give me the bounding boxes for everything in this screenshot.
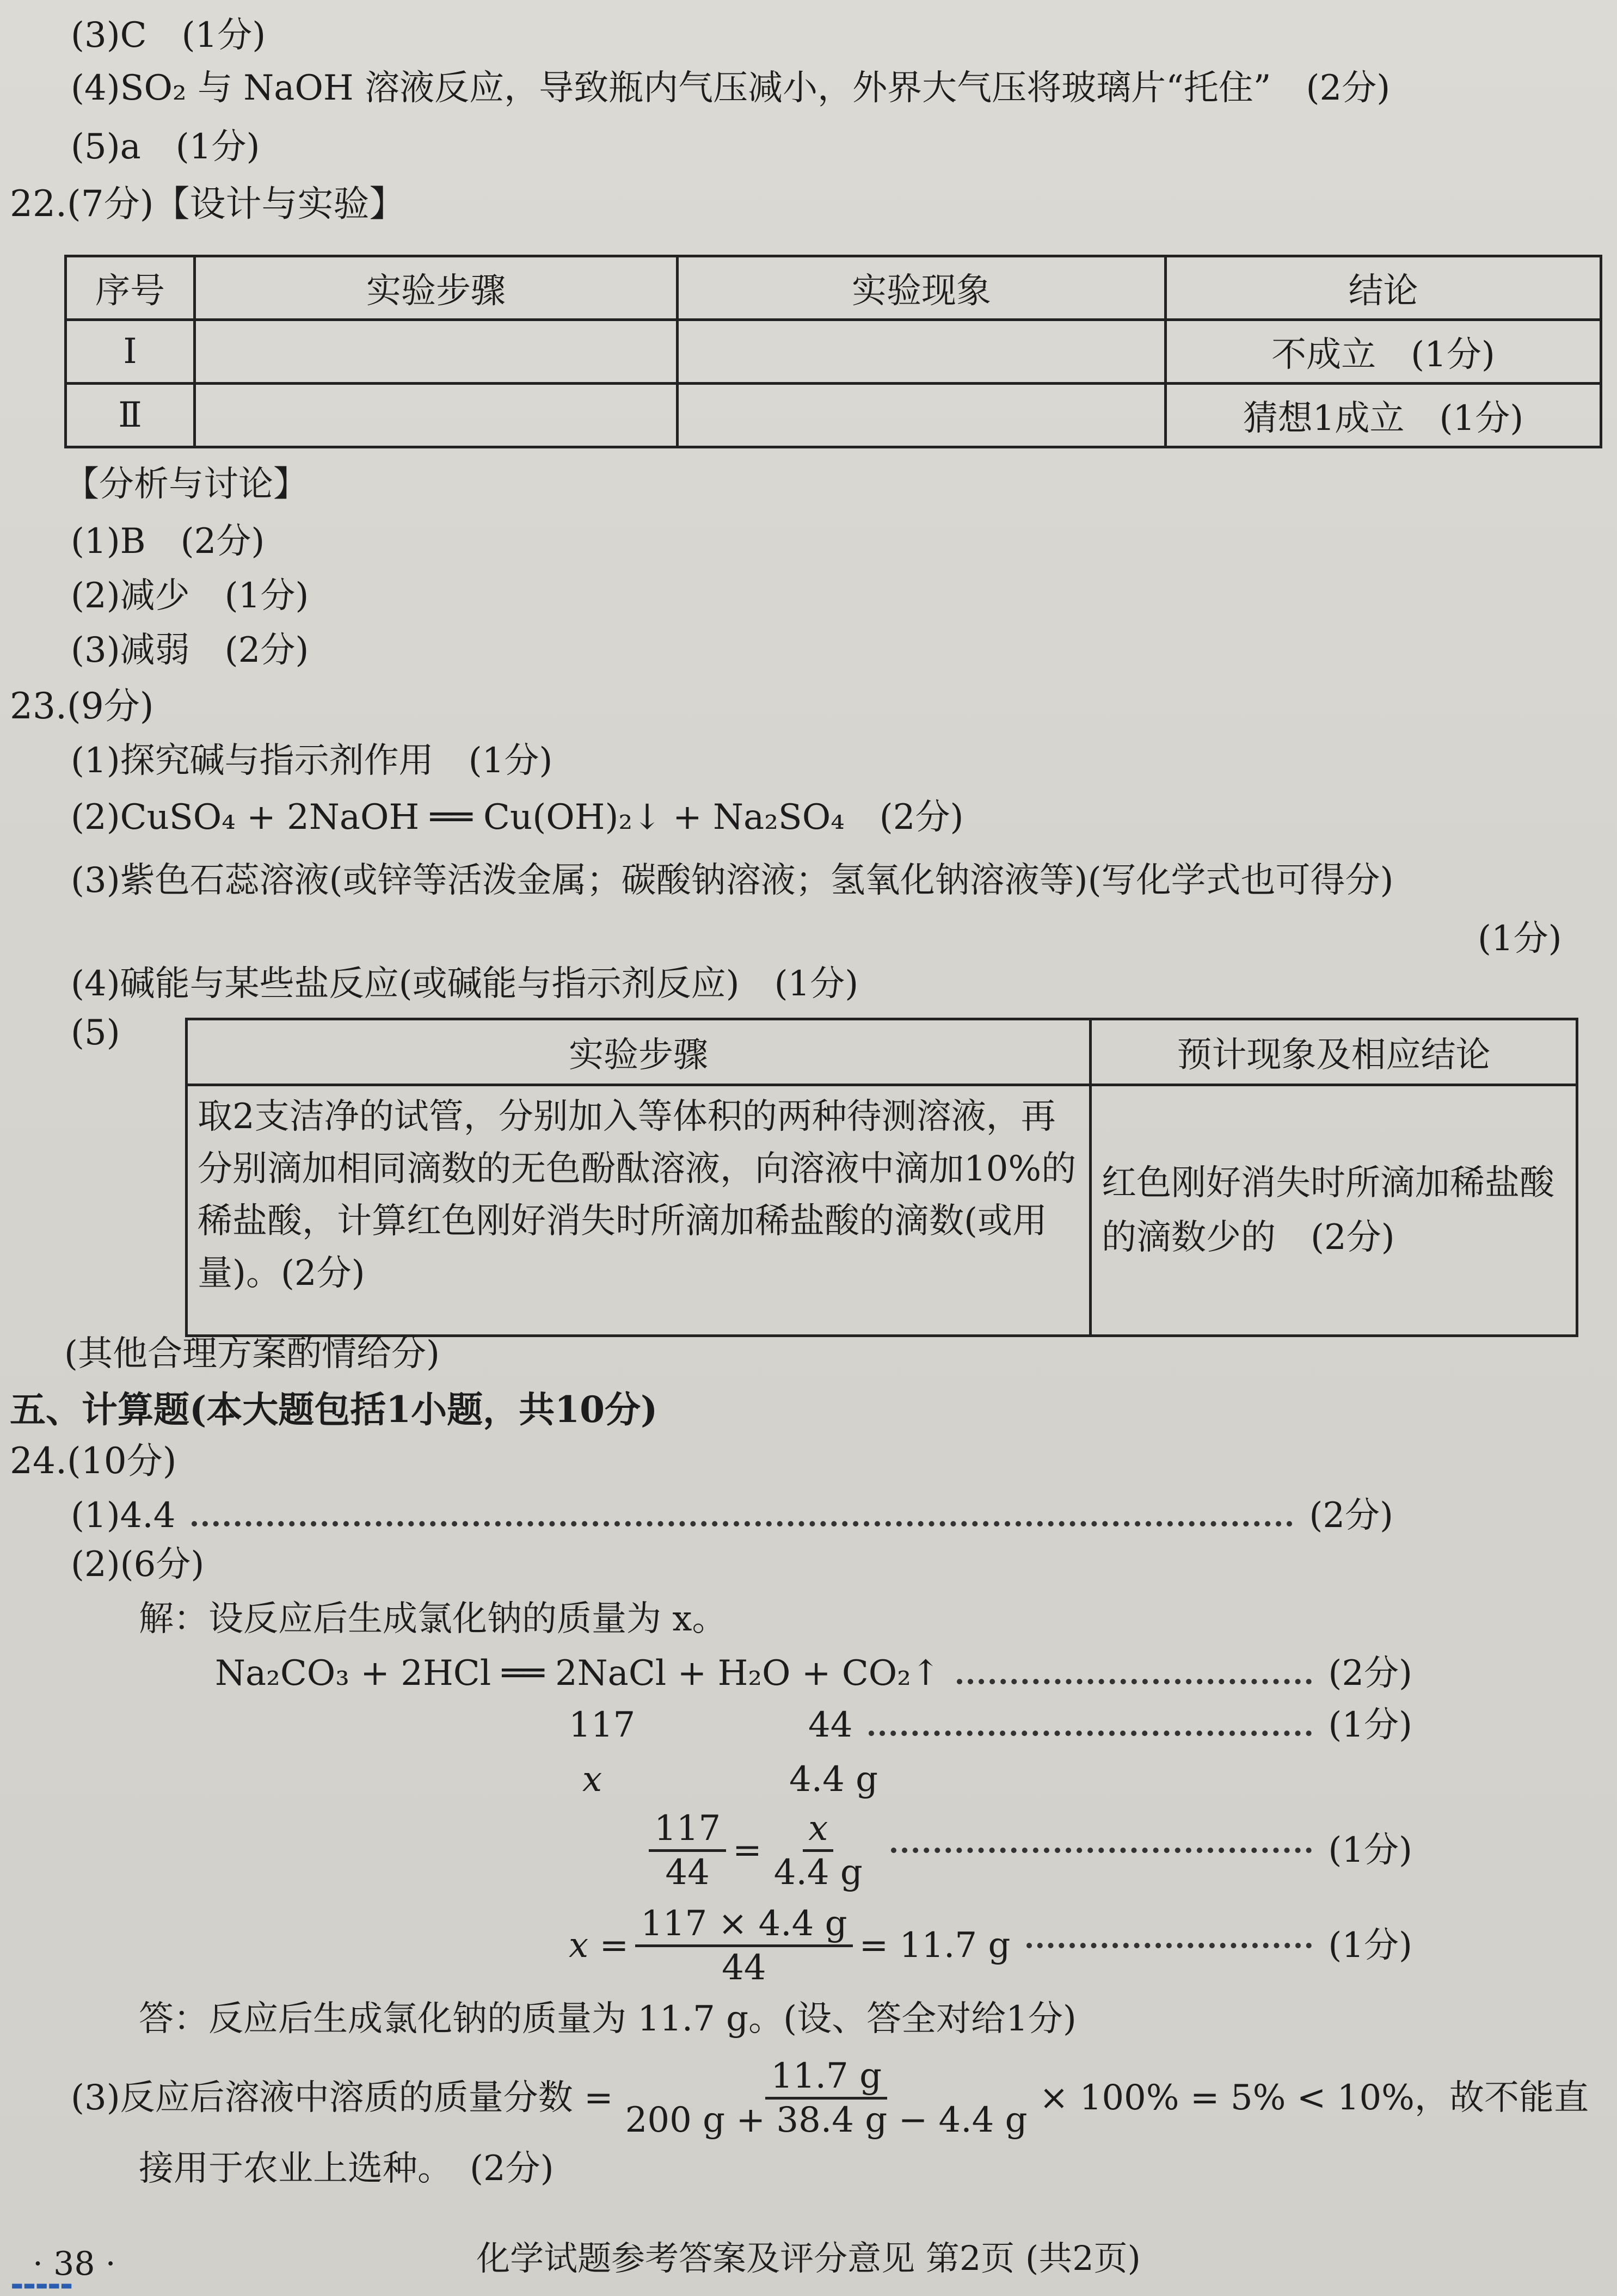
q22-answer-3: (3)减弱 (2分) [71,630,309,670]
table-row [187,1085,1577,1336]
q24-mass-117: 117 [569,1705,636,1745]
header-cell: 实验步骤 [195,256,678,320]
q24-part1-answer: (1)4.4 [71,1495,176,1536]
q24-calc-row [569,1899,1412,1992]
page-footer: 化学试题参考答案及评分意见 第2页 (共2页) [476,2238,1141,2278]
fraction-numerator: 117 × 4.4 g [635,1903,853,1947]
header-cell: 实验步骤 [187,1019,1091,1085]
q24-solve: 解：设反应后生成氯化钠的质量为 x。 [139,1599,727,1639]
q24-equation-row [215,1652,1412,1695]
q24-part3-left: (3)反应后溶液中溶质的质量分数 = [71,2078,613,2118]
q24-part3-row [71,2052,1589,2144]
q24-equation: Na₂CO₃ + 2HCl ══ 2NaCl + H₂O + CO₂↑ [215,1653,940,1694]
q24-var-x: x [582,1759,602,1800]
q24-heading: 24.(10分) [10,1440,177,1482]
fraction-calc [635,1903,853,1989]
q24-answer: 答：反应后生成氯化钠的质量为 11.7 g。(设、答全对给1分) [139,1999,1077,2039]
q23-line5-label: (5) [71,1013,120,1053]
q21-line3: (3)C (1分) [71,15,266,56]
table-row [66,384,1601,447]
fraction-denominator: 44 [722,1947,766,1988]
q24-mass-44: 44 [808,1705,853,1745]
table-row [66,320,1601,384]
leader-dots [869,1731,1312,1736]
leader-dots [1026,1943,1312,1948]
q23-line4: (4)碱能与某些盐反应(或碱能与指示剂反应) (1分) [71,964,859,1004]
q24-calc-result: = 11.7 g [859,1925,1011,1966]
q22-answer-2: (2)减少 (1分) [71,576,309,616]
q21-line5: (5)a (1分) [71,127,260,167]
q24-ratio-score: (1分) [1328,1705,1412,1745]
row-step [195,320,678,384]
row-phenomenon [678,384,1166,447]
q24-equation-score: (2分) [1328,1653,1412,1694]
q24-part2: (2)(6分) [71,1544,205,1585]
q23-line2: (2)CuSO₄ + 2NaOH ══ Cu(OH)₂↓ + Na₂SO₄ (2分) [71,797,964,838]
leader-dots [192,1521,1293,1526]
q23-line3: (3)紫色石蕊溶液(或锌等活泼金属；碳酸钠溶液；氢氧化钠溶液等)(写化学式也可得分) [71,860,1394,901]
fraction-x-44g [768,1808,868,1893]
q22-answer-1: (1)B (2分) [71,521,265,562]
q22-table-header [66,256,1601,320]
q24-proportion-score: (1分) [1328,1830,1412,1870]
fraction-numerator: 117 [649,1808,726,1852]
fraction-denominator: 200 g + 38.4 g − 4.4 g [625,2100,1028,2140]
row-phenomenon [678,320,1166,384]
q21-line4: (4)SO₂ 与 NaOH 溶液反应，导致瓶内气压减小，外界大气压将玻璃片“托住” (2分) [71,68,1391,108]
q23-table [185,1018,1578,1337]
fraction-117-44 [649,1808,726,1893]
equals-sign: = [733,1830,762,1870]
fraction-denominator: 4.4 g [773,1852,863,1893]
analysis-heading: 【分析与讨论】 [64,464,308,504]
q24-part1-score: (2分) [1309,1495,1393,1536]
q24-part3-right: × 100% = 5% < 10%，故不能直 [1039,2078,1589,2118]
q23-note: (其他合理方案酌情给分) [64,1334,440,1374]
result-cell: 红色刚好消失时所滴加稀盐酸的滴数少的 (2分) [1091,1085,1577,1336]
q23-table-header [187,1019,1577,1085]
row-no: Ⅱ [66,384,195,447]
q22-table [64,255,1602,448]
leader-dots [957,1679,1312,1684]
header-cell: 预计现象及相应结论 [1091,1019,1577,1085]
row-no: Ⅰ [66,320,195,384]
fraction-numerator: 11.7 g [765,2055,887,2100]
watermark-logo: ▬▬▬▬▬ [11,2277,73,2293]
row-conclusion: 不成立 (1分) [1166,320,1601,384]
step-cell: 取2支洁净的试管，分别加入等体积的两种待测溶液，再分别滴加相同滴数的无色酚酞溶液，向溶液中滴加10%的稀盐酸，计算红色刚好消失时所滴加稀盐酸的滴数(或用量)。(2分) [187,1085,1091,1336]
q23-heading: 23.(9分) [10,685,154,727]
header-cell: 序号 [66,256,195,320]
row-step [195,384,678,447]
q24-calc-score: (1分) [1328,1925,1412,1966]
row-conclusion: 猜想1成立 (1分) [1166,384,1601,447]
q24-var-44g: 4.4 g [789,1759,878,1800]
page-number: · 38 · [33,2245,116,2283]
fraction-mass-percent [620,2055,1033,2141]
section5-heading: 五、计算题(本大题包括1小题，共10分) [10,1388,658,1431]
leader-dots [891,1848,1312,1853]
q24-part1 [71,1494,1393,1537]
q23-line3-score: (1分) [1478,919,1562,959]
q23-line1: (1)探究碱与指示剂作用 (1分) [71,741,553,781]
q24-ratio-row [808,1703,1412,1747]
fraction-denominator: 44 [665,1852,710,1893]
header-cell: 结论 [1166,256,1601,320]
q24-proportion-row [642,1804,1412,1897]
fraction-numerator: x [803,1808,833,1852]
q24-calc-left: x = [569,1925,629,1966]
header-cell: 实验现象 [678,256,1166,320]
q22-heading: 22.(7分)【设计与实验】 [10,183,405,225]
q24-part3-continued: 接用于农业上选种。 (2分) [139,2149,554,2189]
